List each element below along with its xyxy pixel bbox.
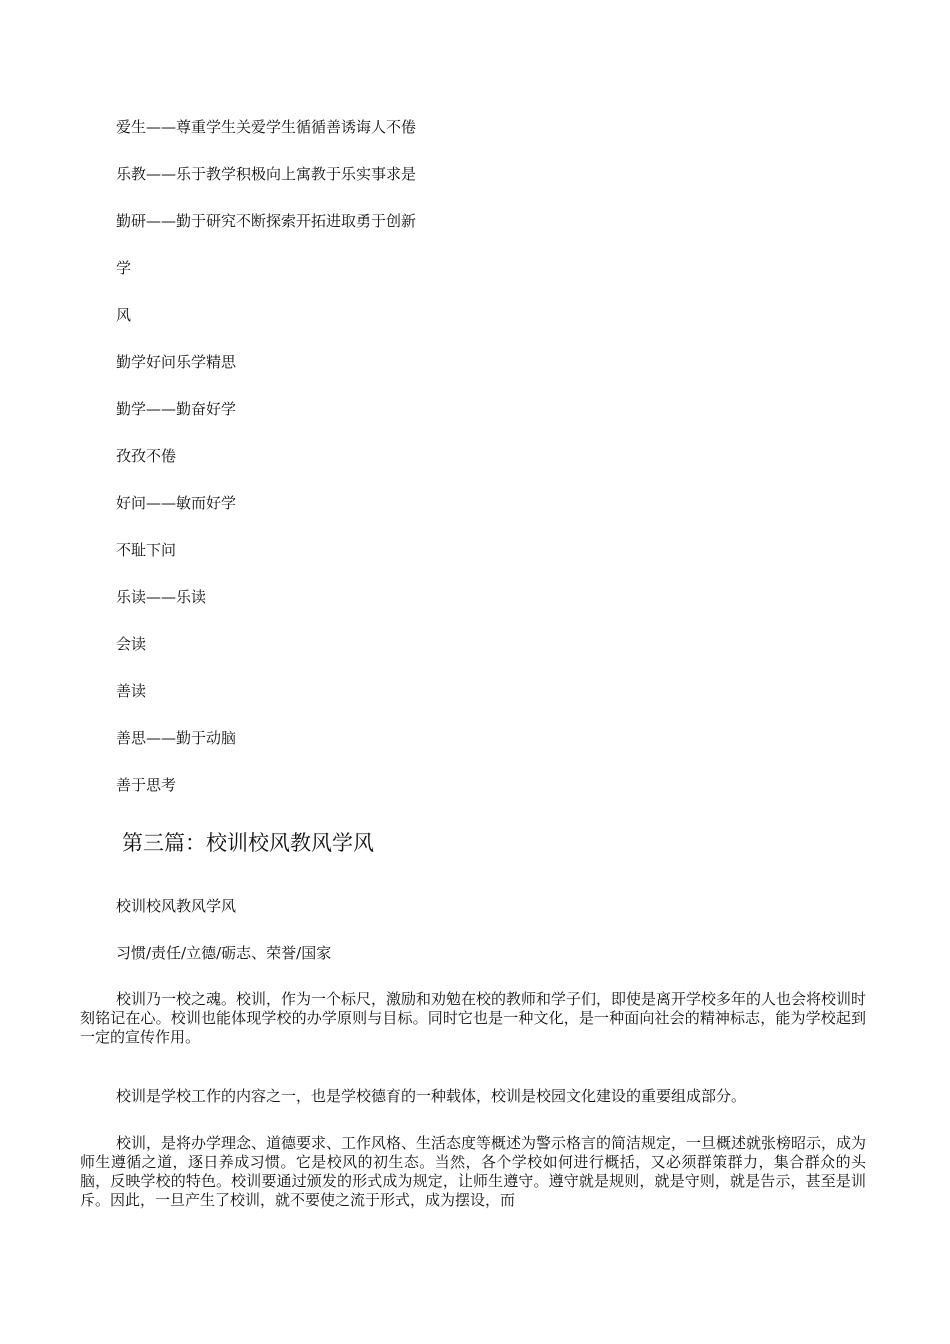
doc-line: 会读 bbox=[116, 635, 147, 653]
paragraph: 校训是学校工作的内容之一，也是学校德育的一种载体，校训是校园文化建设的重要组成部分。 bbox=[116, 1087, 747, 1105]
paragraph: 校训，是将办学理念、道德要求、工作风格、生活态度等概述为警示格言的简洁规定，一旦概述就张榜昭示，成为师生遵循之道，逐日养成习惯。它是校风的初生态。当然，各个学校如何进行概括，又必须群策群力，集合群众的头脑，反映学校的特色。校训要通过颁发的形式成为规定，让师生遵守。遵守就是规则，就是守则，就是告示，甚至是训斥。因此，一旦产生了校训，就不要使之流于形式，成为摆设，而 bbox=[80, 1134, 867, 1209]
doc-line: 风 bbox=[116, 306, 132, 324]
doc-line: 不耻下问 bbox=[116, 541, 177, 559]
doc-line: 勤学好问乐学精思 bbox=[116, 353, 237, 371]
section-tags: 习惯/责任/立德/砺志、荣誉/国家 bbox=[116, 944, 332, 962]
section-subtitle: 校训校风教风学风 bbox=[116, 897, 237, 915]
doc-line: 好问——敏而好学 bbox=[116, 494, 237, 512]
paragraph: 校训乃一校之魂。校训，作为一个标尺，激励和劝勉在校的教师和学子们，即使是离开学校多年的人也会将校训时刻铭记在心。校训也能体现学校的办学原则与目标。同时它也是一种文化，是一种面向社会的精神标志，能为学校起到一定的宣传作用。 bbox=[80, 990, 867, 1046]
doc-line: 爱生——尊重学生关爱学生循循善诱诲人不倦 bbox=[116, 118, 417, 136]
doc-line: 勤学——勤奋好学 bbox=[116, 400, 237, 418]
doc-line: 勤研——勤于研究不断探索开拓进取勇于创新 bbox=[116, 212, 417, 230]
doc-line: 学 bbox=[116, 259, 132, 277]
doc-line: 善于思考 bbox=[116, 776, 177, 794]
doc-line: 乐教——乐于教学积极向上寓教于乐实事求是 bbox=[116, 165, 417, 183]
section-heading: 第三篇：校训校风教风学风 bbox=[122, 831, 374, 855]
doc-line: 善读 bbox=[116, 682, 147, 700]
doc-line: 善思——勤于动脑 bbox=[116, 729, 237, 747]
doc-line: 孜孜不倦 bbox=[116, 447, 177, 465]
doc-line: 乐读——乐读 bbox=[116, 588, 207, 606]
